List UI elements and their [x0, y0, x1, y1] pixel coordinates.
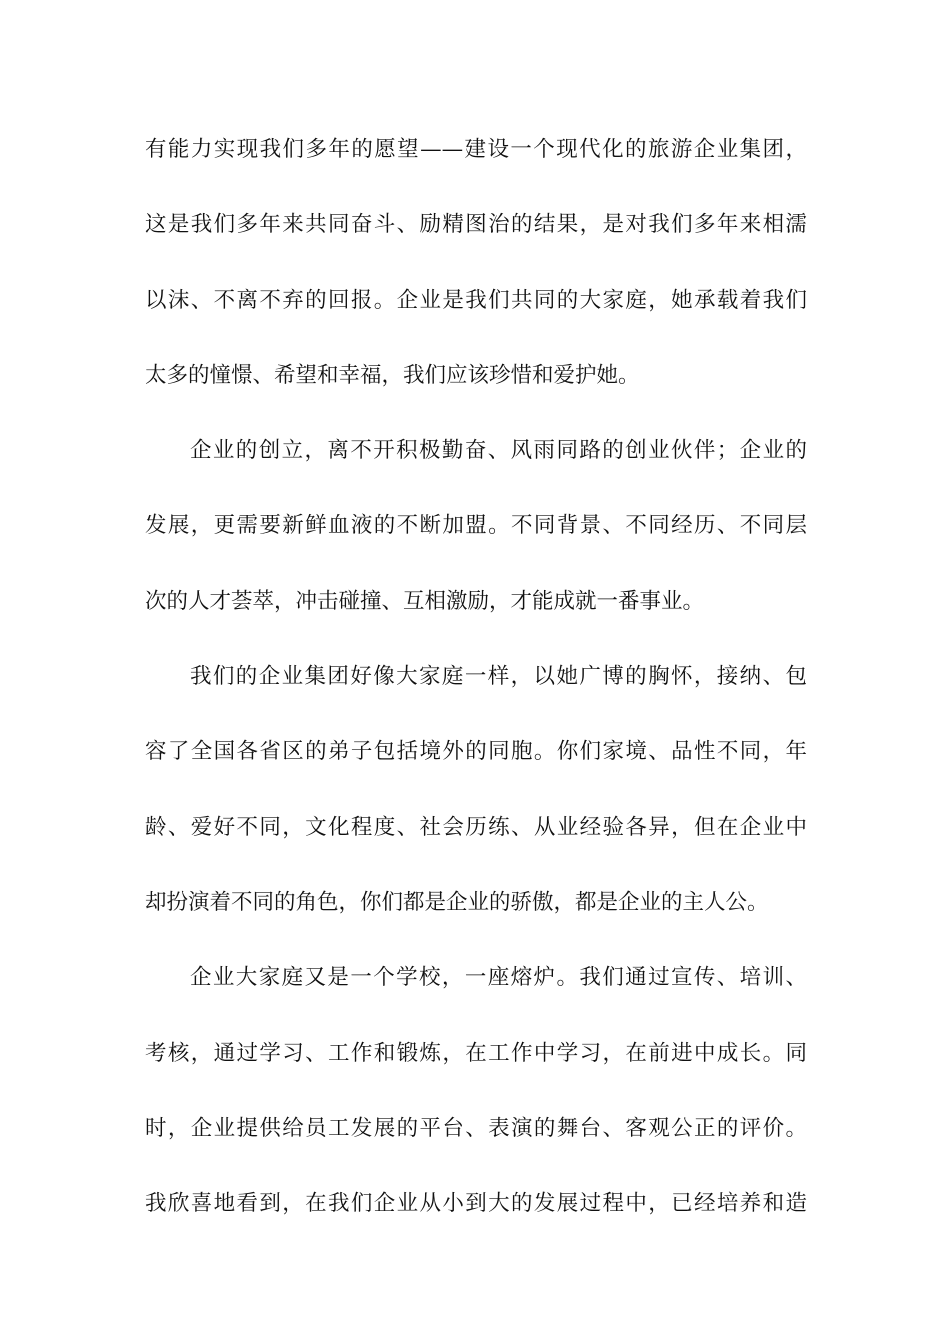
- paragraph-first-line: 企业大家庭又是一个学校，一座熔炉。我们通过宣传、培训、: [190, 965, 807, 991]
- text-line: 我欣喜地看到，在我们企业从小到大的发展过程中，已经培养和造: [145, 1191, 807, 1217]
- text-line: 太多的憧憬、希望和幸福，我们应该珍惜和爱护她。: [145, 362, 640, 388]
- text-line: 却扮演着不同的角色，你们都是企业的骄傲，都是企业的主人公。: [145, 889, 769, 915]
- document-body: [145, 128, 807, 1257]
- text-line: 时，企业提供给员工发展的平台、表演的舞台、客观公正的评价。: [145, 1115, 807, 1141]
- text-line: 容了全国各省区的弟子包括境外的同胞。你们家境、品性不同，年: [145, 739, 807, 765]
- text-line: 这是我们多年来共同奋斗、励精图治的结果，是对我们多年来相濡: [145, 212, 807, 238]
- paragraph-first-line: 我们的企业集团好像大家庭一样，以她广博的胸怀，接纳、包: [190, 664, 807, 690]
- text-line: 有能力实现我们多年的愿望——建设一个现代化的旅游企业集团，: [145, 137, 807, 162]
- text-line: 发展，更需要新鲜血液的不断加盟。不同背景、不同经历、不同层: [145, 513, 807, 539]
- text-line: 以沫、不离不弃的回报。企业是我们共同的大家庭，她承载着我们: [145, 287, 807, 313]
- paragraph-first-line: 企业的创立，离不开积极勤奋、风雨同路的创业伙伴；企业的: [190, 438, 807, 464]
- text-line: 龄、爱好不同，文化程度、社会历练、从业经验各异，但在企业中: [145, 814, 807, 840]
- text-line: 次的人才荟萃，冲击碰撞、互相激励，才能成就一番事业。: [145, 588, 705, 614]
- text-line: 考核，通过学习、工作和锻炼，在工作中学习，在前进中成长。同: [145, 1040, 807, 1066]
